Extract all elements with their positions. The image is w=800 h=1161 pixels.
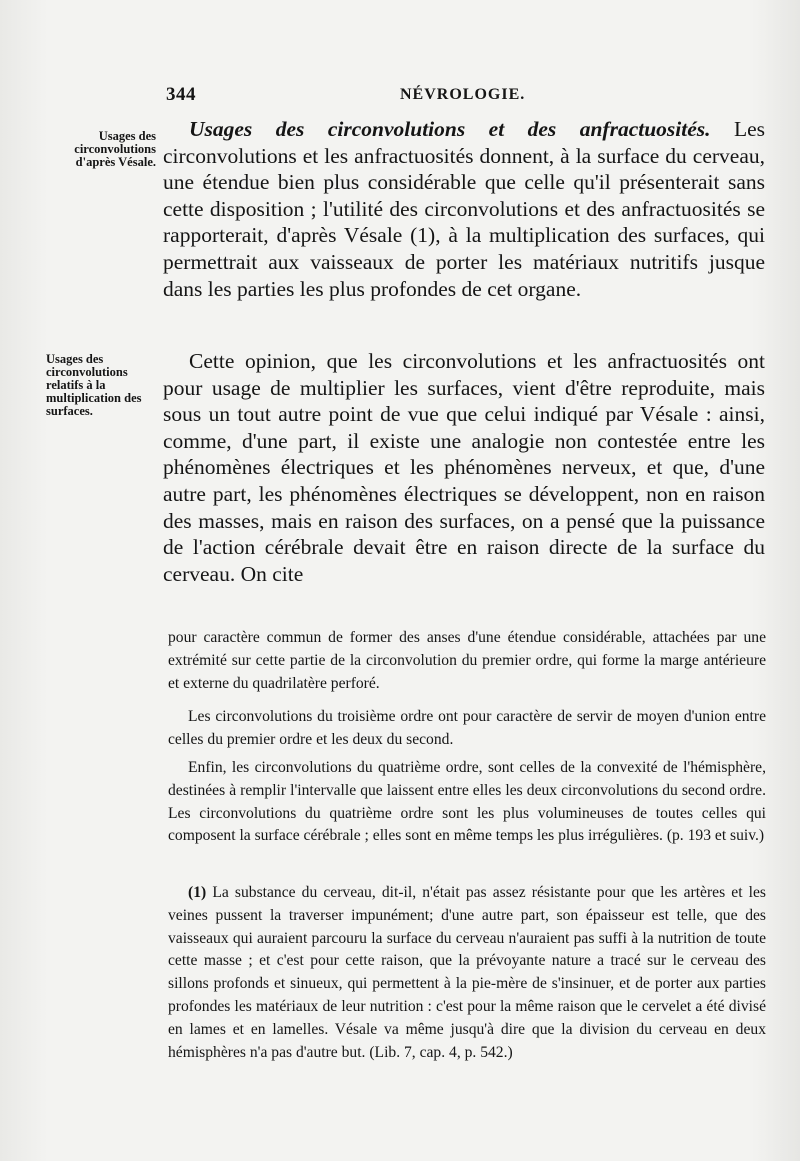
small-paragraph-third-order: Les circonvolutions du troisième ordre ont pour caractère de servir de moyen d'union entre celles du premier ordre et les deux du second. — [168, 708, 766, 748]
footnote-text: La substance du cerveau, dit-il, n'était pas assez résistante pour que les artères et les veines pussent la traverser impunément; d'une autre part, son épaisseur est telle, que des vaisseaux qui auraient parcouru la surface du cerveau n'auraient pas suffi à la nutrition de toute cette masse ; et c'est pour cette raison, que la prévoyante nature a tracé sur le cerveau des sillons profonds et sinueux, qui permettent à la pie-mère de s'insinuer, et de porter aux parties profondes les matériaux de leur nutrition : c'est pour la même raison que le cervelet a été divisé en lames et en lamelles. Vésale va même jusqu'à dire que la division du cerveau en deux hémisphères n'a pas d'autre but. (Lib. 7, cap. 4, p. 542.) — [168, 884, 766, 1061]
paragraph-usages-text: Les circonvolutions et les anfractuosités donnent, à la surface du cerveau, une étendue bien plus considérable que celle qu'il présenterait sans cette disposition ; l'utilité des circonvolutions et des anfractuosités se rapporterait, d'après Vésale (1), à la multiplication des surfaces, qui permettrait aux vaisseaux de porter les matériaux nutritifs jusque dans les parties les plus profondes de cet organe. — [163, 117, 765, 301]
page-number: 344 — [166, 84, 196, 105]
running-head: NÉVROLOGIE. — [400, 86, 526, 103]
small-paragraph-fourth-order: Enfin, les circonvolutions du quatrième ordre, sont celles de la convexité de l'hémisphère, destinées à remplir l'intervalle que laissent entre elles les deux circonvolutions du second ordre. Les circonvolutions du quatrième ordre sont les plus volumineuses de toutes celles qui composent la surface cérébrale ; elles sont en même temps les plus irrégulières. (p. 193 et suiv.) — [168, 759, 766, 845]
paragraph-heading: Usages des circonvolutions et des anfractuosités. — [189, 117, 711, 141]
small-paragraph-second-order: pour caractère commun de former des anses d'une étendue considérable, attachées par une extrémité sur cette partie de la circonvolution du premier ordre, qui forme la marge antérieure et externe du quadrilatère perforé. — [168, 629, 766, 692]
margin-note-vesale: Usages des circonvolutions d'après Vésale. — [74, 129, 156, 169]
paragraph-usages — [163, 116, 765, 302]
page-header — [166, 84, 766, 108]
paragraph-opinion: Cette opinion, que les circonvolutions et les anfractuosités ont pour usage de multiplier les surfaces, vient d'être reproduite, mais sous un tout autre point de vue que celui indiqué par Vésale : ainsi, comme, d'une part, il existe une analogie non contestée entre les phénomènes électriques et les phénomènes nerveux, et que, d'une autre part, les phénomènes électriques se développent, non en raison des masses, mais en raison des surfaces, on a pensé que la puissance de l'action cérébrale devait être en raison directe de la surface du cerveau. On cite — [163, 349, 765, 586]
footnote-mark: (1) — [188, 884, 207, 901]
margin-note-surfaces: Usages des circonvolutions relatifs à la multiplication des surfaces. — [46, 352, 142, 418]
footnote — [168, 882, 766, 1064]
